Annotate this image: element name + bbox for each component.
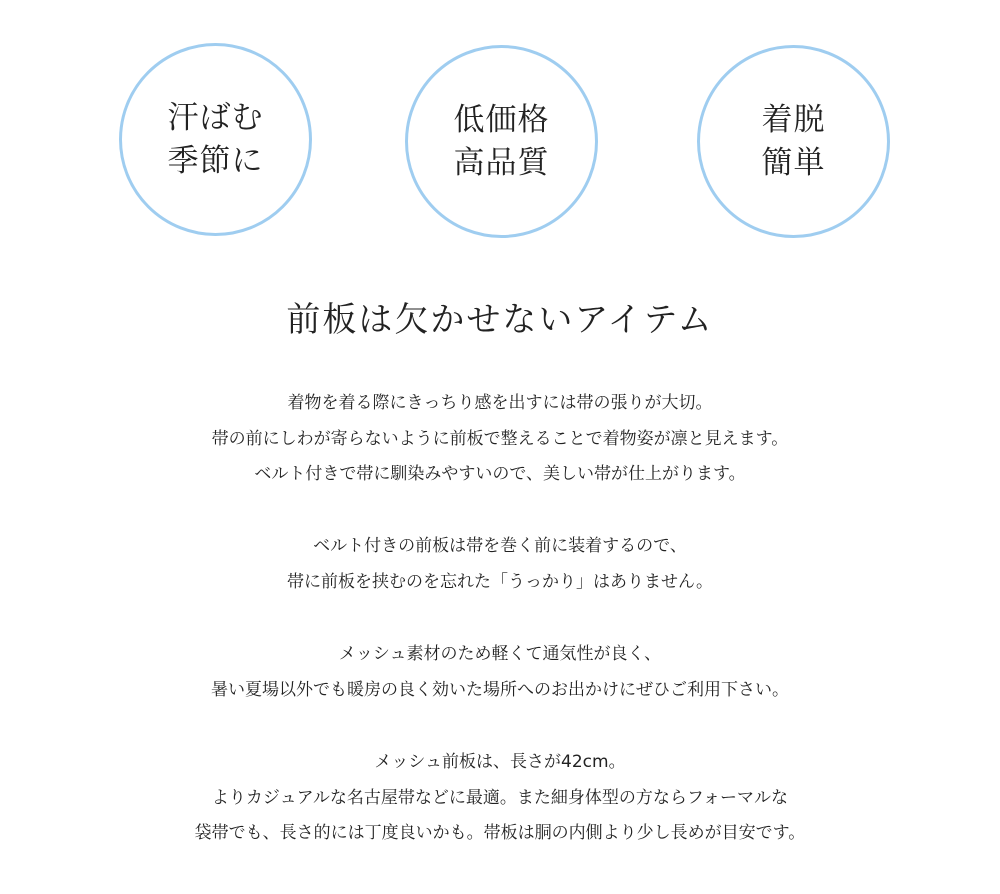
paragraph-2-line-1: ベルト付きの前板は帯を巻く前に装着するので、 xyxy=(313,536,687,556)
paragraph-4-line-1: メッシュ前板は、長さが42cm。 xyxy=(374,752,626,772)
badge-text-line-1: 着脱 xyxy=(761,101,826,138)
paragraph-1-line-3: ベルト付きで帯に馴染みやすいので、美しい帯が仕上がります。 xyxy=(254,464,746,484)
paragraph-3-line-2: 暑い夏場以外でも暖房の良く効いた場所へのお出かけにぜひご利用下さい。 xyxy=(211,680,789,700)
paragraph-2-line-2: 帯に前板を挟むのを忘れた「うっかり」はありません。 xyxy=(286,572,714,592)
badge-text-line-2: 季節に xyxy=(167,142,264,179)
paragraph-4-line-2: よりカジュアルな名古屋帯などに最適。また細身体型の方ならフォーマルな xyxy=(211,788,789,808)
badge-text-line-1: 低価格 xyxy=(453,101,550,138)
feature-badge-low-price xyxy=(405,45,598,238)
section-heading: 前板は欠かせないアイテム xyxy=(286,300,714,340)
badge-text-line-2: 簡単 xyxy=(761,144,826,181)
feature-badge-easy-wear xyxy=(697,45,890,238)
paragraph-3-line-1: メッシュ素材のため軽くて通気性が良く、 xyxy=(338,644,662,664)
feature-badge-sweat-season xyxy=(119,43,312,236)
paragraph-1-line-2: 帯の前にしわが寄らないように前板で整えることで着物姿が凛と見えます。 xyxy=(211,429,789,449)
paragraph-4-line-3: 袋帯でも、長さ的には丁度良いかも。帯板は胴の内側より少し長めが目安です。 xyxy=(194,823,806,843)
badge-text-line-1: 汗ばむ xyxy=(167,99,264,136)
badge-text-line-2: 高品質 xyxy=(453,144,550,181)
paragraph-1-line-1: 着物を着る際にきっちり感を出すには帯の張りが大切。 xyxy=(287,393,713,413)
